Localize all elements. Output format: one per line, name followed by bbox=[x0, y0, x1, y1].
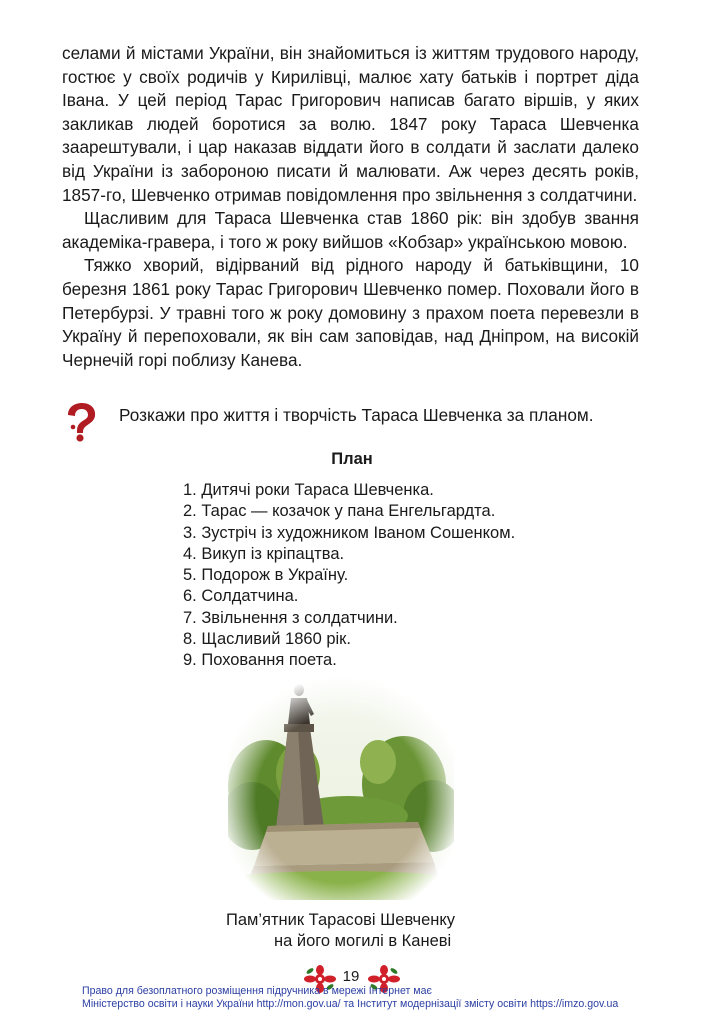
body-text bbox=[62, 42, 639, 372]
photo-caption: на його могилі в Каневі bbox=[274, 932, 452, 950]
footer-notice: Право для безоплатного розміщення підручника в мережі Інтернет має bbox=[82, 985, 432, 997]
list-item: 7. Звільнення з солдатчини. bbox=[183, 608, 398, 627]
list-item: 4. Викуп із кріпацтва. bbox=[183, 544, 345, 563]
photo-caption: Пам’ятник Тарасові Шевченку bbox=[226, 911, 456, 929]
list-item: 1. Дитячі роки Тараса Шевченка. bbox=[183, 481, 434, 499]
paragraph: Тяжко хворий, відірваний від рідного народу й батьківщини, 10 березня 1861 року Тарас Григорович Шевченко помер. Поховали його в Петербурзі. У травні того ж року домовину з прахом поета перевезли в Україну й перепоховали, як він сам заповідав, над Дніпром, на високій Чернечій горі поблизу Канева. bbox=[62, 255, 639, 370]
list-item: 9. Поховання поета. bbox=[183, 651, 337, 670]
monument-photo bbox=[228, 676, 454, 900]
task-text: Розкажи про життя і творчість Тараса Шевченка за планом. bbox=[119, 405, 594, 425]
question-mark-icon bbox=[64, 402, 98, 442]
list-item: 2. Тарас — козачок у пана Енгельгардта. bbox=[183, 502, 496, 521]
list-item: 5. Подорож в Україну. bbox=[183, 566, 349, 585]
list-item: 6. Солдатчина. bbox=[183, 587, 299, 606]
list-item: 3. Зустріч із художником Іваном Сошенком. bbox=[183, 523, 516, 542]
footer-notice: Міністерство освіти і науки України http://mon.gov.ua/ та Інститут модернізації змісту освіти https://imzo.gov.ua bbox=[82, 998, 619, 1010]
plan-list bbox=[183, 480, 515, 672]
list-item: 8. Щасливий 1860 рік. bbox=[183, 630, 351, 649]
page-number: 19 bbox=[342, 968, 360, 985]
paragraph: селами й містами України, він знайомиться із життям трудового народу, гостює у своїх родичів у Кирилівці, малює хату батьків і портрет діда Івана. У цей період Тарас Григорович написав багато віршів, у яких закликав людей боротися за волю. 1847 року Тараса Шевченка заарештували, і цар наказав віддати його в солдати й заслати далеко від України із забороною писати й малювати. Аж через десять років, 1857-го, Шевченко отримав повідомлення про звільнення з солдатчини. bbox=[62, 43, 639, 205]
plan-title: План bbox=[331, 450, 373, 468]
paragraph: Щасливим для Тараса Шевченка став 1860 рік: він здобув звання академіка-гравера, і того ж року вийшов «Кобзар» українською мовою. bbox=[62, 208, 639, 252]
